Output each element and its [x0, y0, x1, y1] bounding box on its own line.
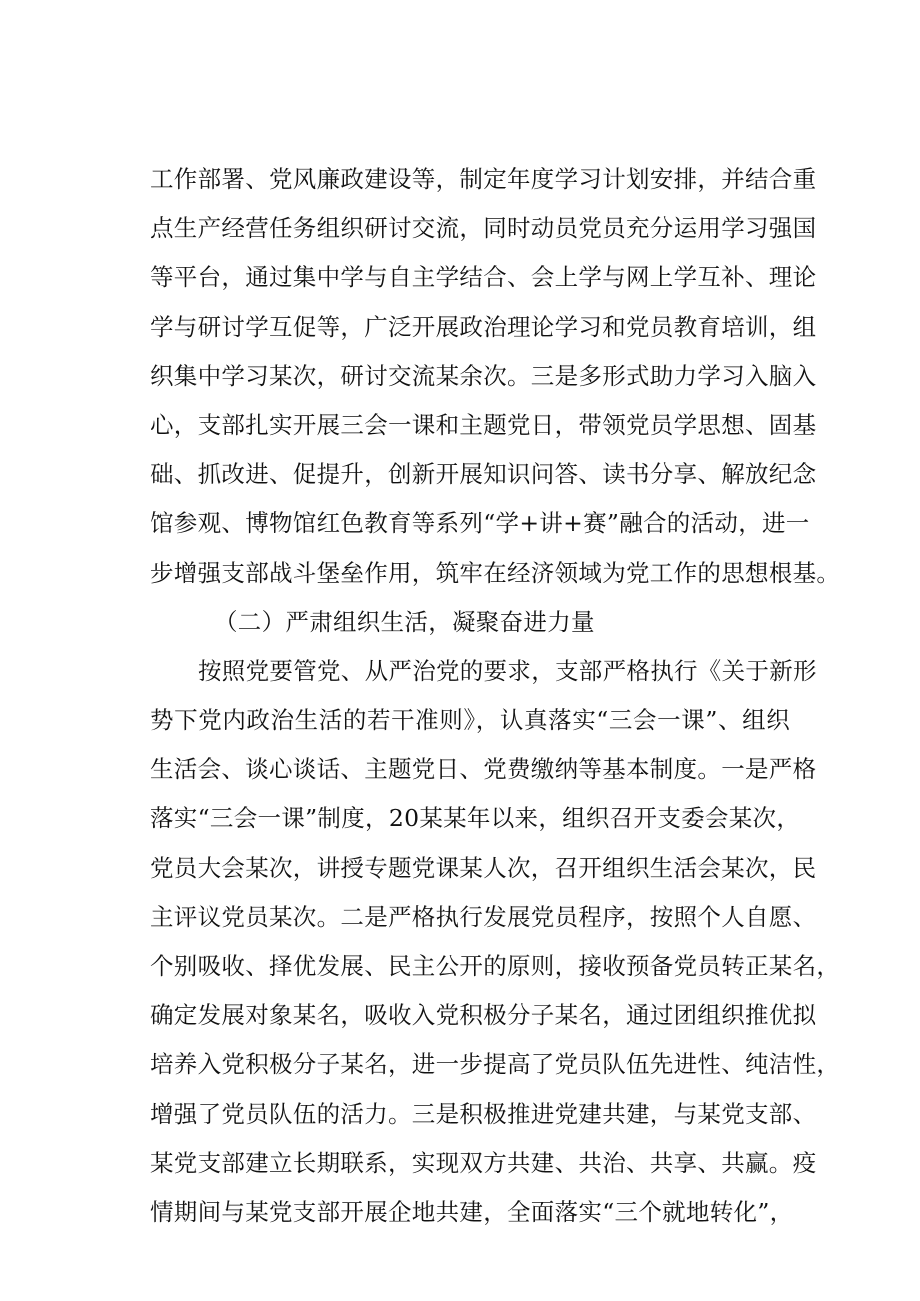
paragraph-line: 按照党要管党、从严治党的要求，支部严格执行《关于新形 [198, 656, 817, 685]
paragraph-line: 心，支部扎实开展三会一课和主题党日，带领党员学思想、固基 [150, 410, 817, 439]
paragraph-line: 党员大会某次，讲授专题党课某人次，召开组织生活会某次，民 [150, 853, 817, 882]
section-heading: （二）严肃组织生活，凝聚奋进力量 [214, 607, 595, 636]
paragraph-line: 增强了党员队伍的活力。三是积极推进党建共建，与某党支部、 [150, 1099, 817, 1128]
paragraph-continued [150, 155, 841, 598]
paragraph-line: 馆参观、博物馆红色教育等系列“学+讲+赛”融合的活动，进一 [150, 509, 810, 538]
paragraph-line: 个别吸收、择优发展、民主公开的原则，接收预备党员转正某名， [150, 952, 841, 980]
paragraph-line: 落实“三会一课”制度，20某某年以来，组织召开支委会某次， [150, 804, 801, 833]
paragraph-line: 等平台，通过集中学与自主学结合、会上学与网上学互补、理论 [150, 263, 817, 292]
paragraph-line: 培养入党积极分子某名，进一步提高了党员队伍先进性、纯洁性， [150, 1050, 841, 1079]
paragraph-line: 生活会、谈心谈话、主题党日、党费缴纳等基本制度。一是严格 [150, 755, 817, 784]
paragraph-line: 确定发展对象某名，吸收入党积极分子某名，通过团组织推优拟 [150, 1001, 817, 1030]
paragraph-line: 础、抓改进、促提升，创新开展知识问答、读书分享、解放纪念 [150, 460, 817, 489]
paragraph-line: 步增强支部战斗堡垒作用，筑牢在经济领域为党工作的思想根基。 [150, 558, 841, 587]
paragraph-organization-life [150, 647, 841, 1237]
paragraph-line: 主评议党员某次。二是严格执行发展党员程序，按照个人自愿、 [150, 902, 817, 931]
paragraph-line: 织集中学习某次，研讨交流某余次。三是多形式助力学习入脑入 [150, 361, 817, 390]
paragraph-line: 某党支部建立长期联系，实现双方共建、共治、共享、共赢。疫 [150, 1148, 817, 1177]
paragraph-line: 情期间与某党支部开展企地共建，全面落实“三个就地转化”， [150, 1197, 794, 1226]
paragraph-line: 点生产经营任务组织研讨交流，同时动员党员充分运用学习强国 [150, 214, 817, 243]
document-body [150, 155, 841, 1237]
paragraph-line: 学与研讨学互促等，广泛开展政治理论学习和党员教育培训，组 [150, 312, 817, 341]
paragraph-line: 工作部署、党风廉政建设等，制定年度学习计划安排，并结合重 [150, 165, 817, 193]
paragraph-line: 势下党内政治生活的若干准则》，认真落实“三会一课”、组织 [150, 706, 790, 735]
